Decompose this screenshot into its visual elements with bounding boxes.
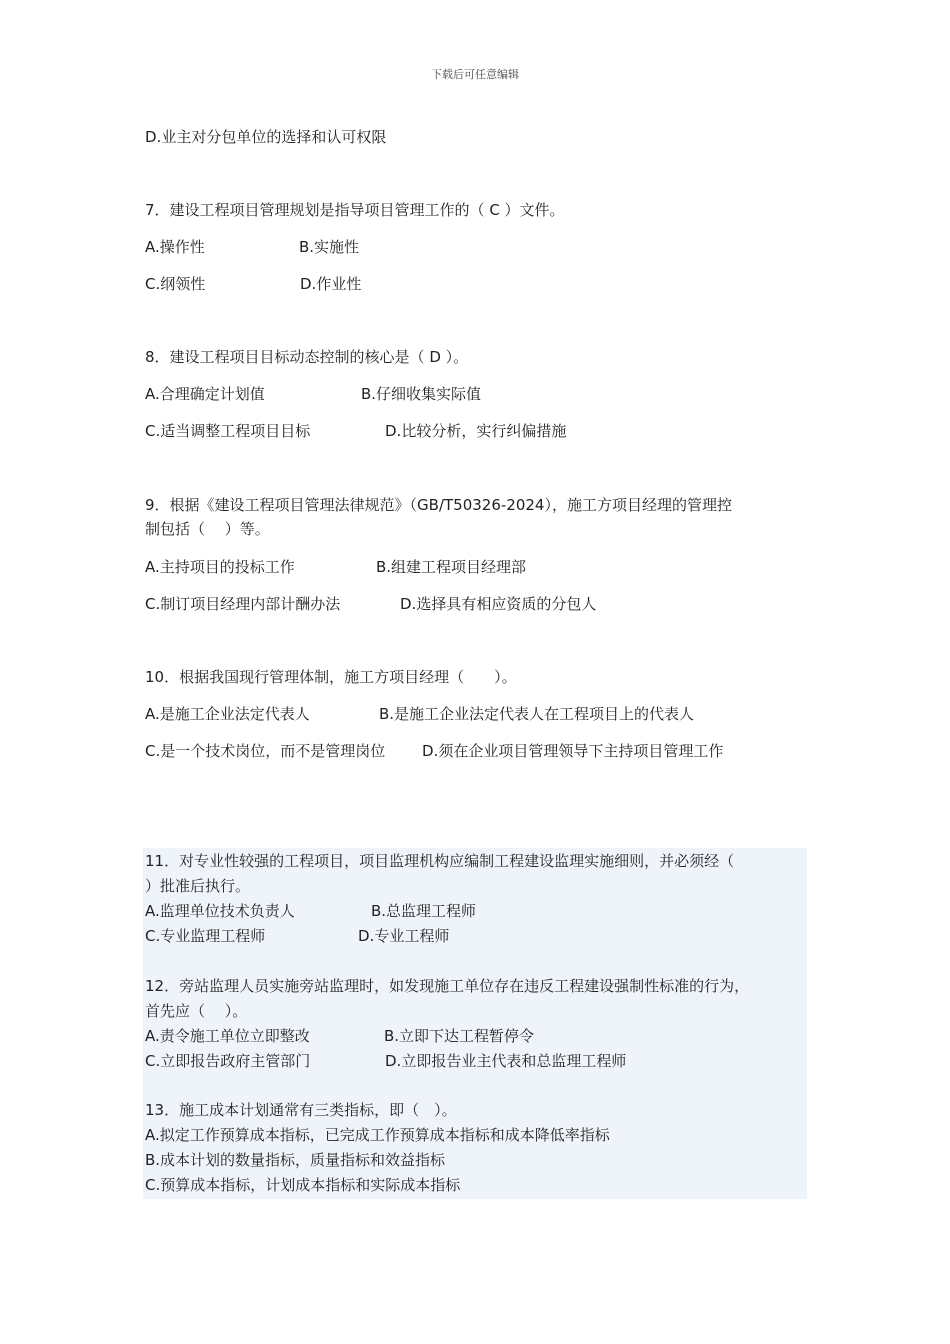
question-13-option-a: A.拟定工作预算成本指标，已完成工作预算成本指标和成本降低率指标 [145,1126,610,1144]
question-9-option-d: D.选择具有相应资质的分包人 [400,595,597,613]
question-9-option-b: B.组建工程项目经理部 [376,558,527,576]
question-8-option-d: D.比较分析，实行纠偏措施 [385,422,567,440]
question-9-stem-line1: 9．根据《建设工程项目管理法律规范》（GB/T50326-2024），施工方项目经理的管理控 [145,496,732,514]
question-10-option-b: B.是施工企业法定代表人在工程项目上的代表人 [379,705,695,723]
question-12-stem-line2: 首先应（ ）。 [145,1002,248,1020]
page-header: 下载后可任意编辑 [431,68,519,81]
question-8-option-a: A.合理确定计划值 [145,385,265,403]
question-11-stem-line2: ）批准后执行。 [145,877,251,895]
question-8-option-b: B.仔细收集实际值 [361,385,482,403]
question-7-option-c: C.纲领性 [145,275,206,293]
question-12-option-c: C.立即报告政府主管部门 [145,1052,311,1070]
question-11-option-d: D.专业工程师 [358,927,450,945]
question-7-stem: 7．建设工程项目管理规划是指导项目管理工作的（ C ）文件。 [145,201,565,219]
question-11-stem-line1: 11．对专业性较强的工程项目，项目监理机构应编制工程建设监理实施细则，并必须经（ [145,852,735,870]
question-13-option-c: C.预算成本指标，计划成本指标和实际成本指标 [145,1176,461,1194]
question-7-option-d: D.作业性 [300,275,362,293]
question-9-option-c: C.制订项目经理内部计酬办法 [145,595,341,613]
question-9-option-a: A.主持项目的投标工作 [145,558,295,576]
lead-option: D.业主对分包单位的选择和认可权限 [145,128,387,146]
question-12-option-d: D.立即报告业主代表和总监理工程师 [385,1052,627,1070]
question-10-stem: 10．根据我国现行管理体制，施工方项目经理（ ）。 [145,668,517,686]
question-12-stem-line1: 12．旁站监理人员实施旁站监理时，如发现施工单位存在违反工程建设强制性标准的行为， [145,977,750,995]
question-13-option-b: B.成本计划的数量指标，质量指标和效益指标 [145,1151,446,1169]
question-11-option-c: C.专业监理工程师 [145,927,266,945]
question-11-option-a: A.监理单位技术负责人 [145,902,295,920]
question-12-option-b: B.立即下达工程暂停令 [384,1027,535,1045]
question-12-option-a: A.责令施工单位立即整改 [145,1027,310,1045]
question-7-option-b: B.实施性 [299,238,360,256]
question-7-option-a: A.操作性 [145,238,205,256]
question-10-option-d: D.须在企业项目管理领导下主持项目管理工作 [422,742,724,760]
question-10-option-c: C.是一个技术岗位，而不是管理岗位 [145,742,386,760]
question-8-option-c: C.适当调整工程项目目标 [145,422,311,440]
question-9-stem-line2: 制包括（ ）等。 [145,520,270,538]
question-8-stem: 8．建设工程项目目标动态控制的核心是（ D ）。 [145,348,469,366]
question-11-option-b: B.总监理工程师 [371,902,477,920]
question-10-option-a: A.是施工企业法定代表人 [145,705,310,723]
question-13-stem: 13．施工成本计划通常有三类指标，即（ ）。 [145,1101,457,1119]
